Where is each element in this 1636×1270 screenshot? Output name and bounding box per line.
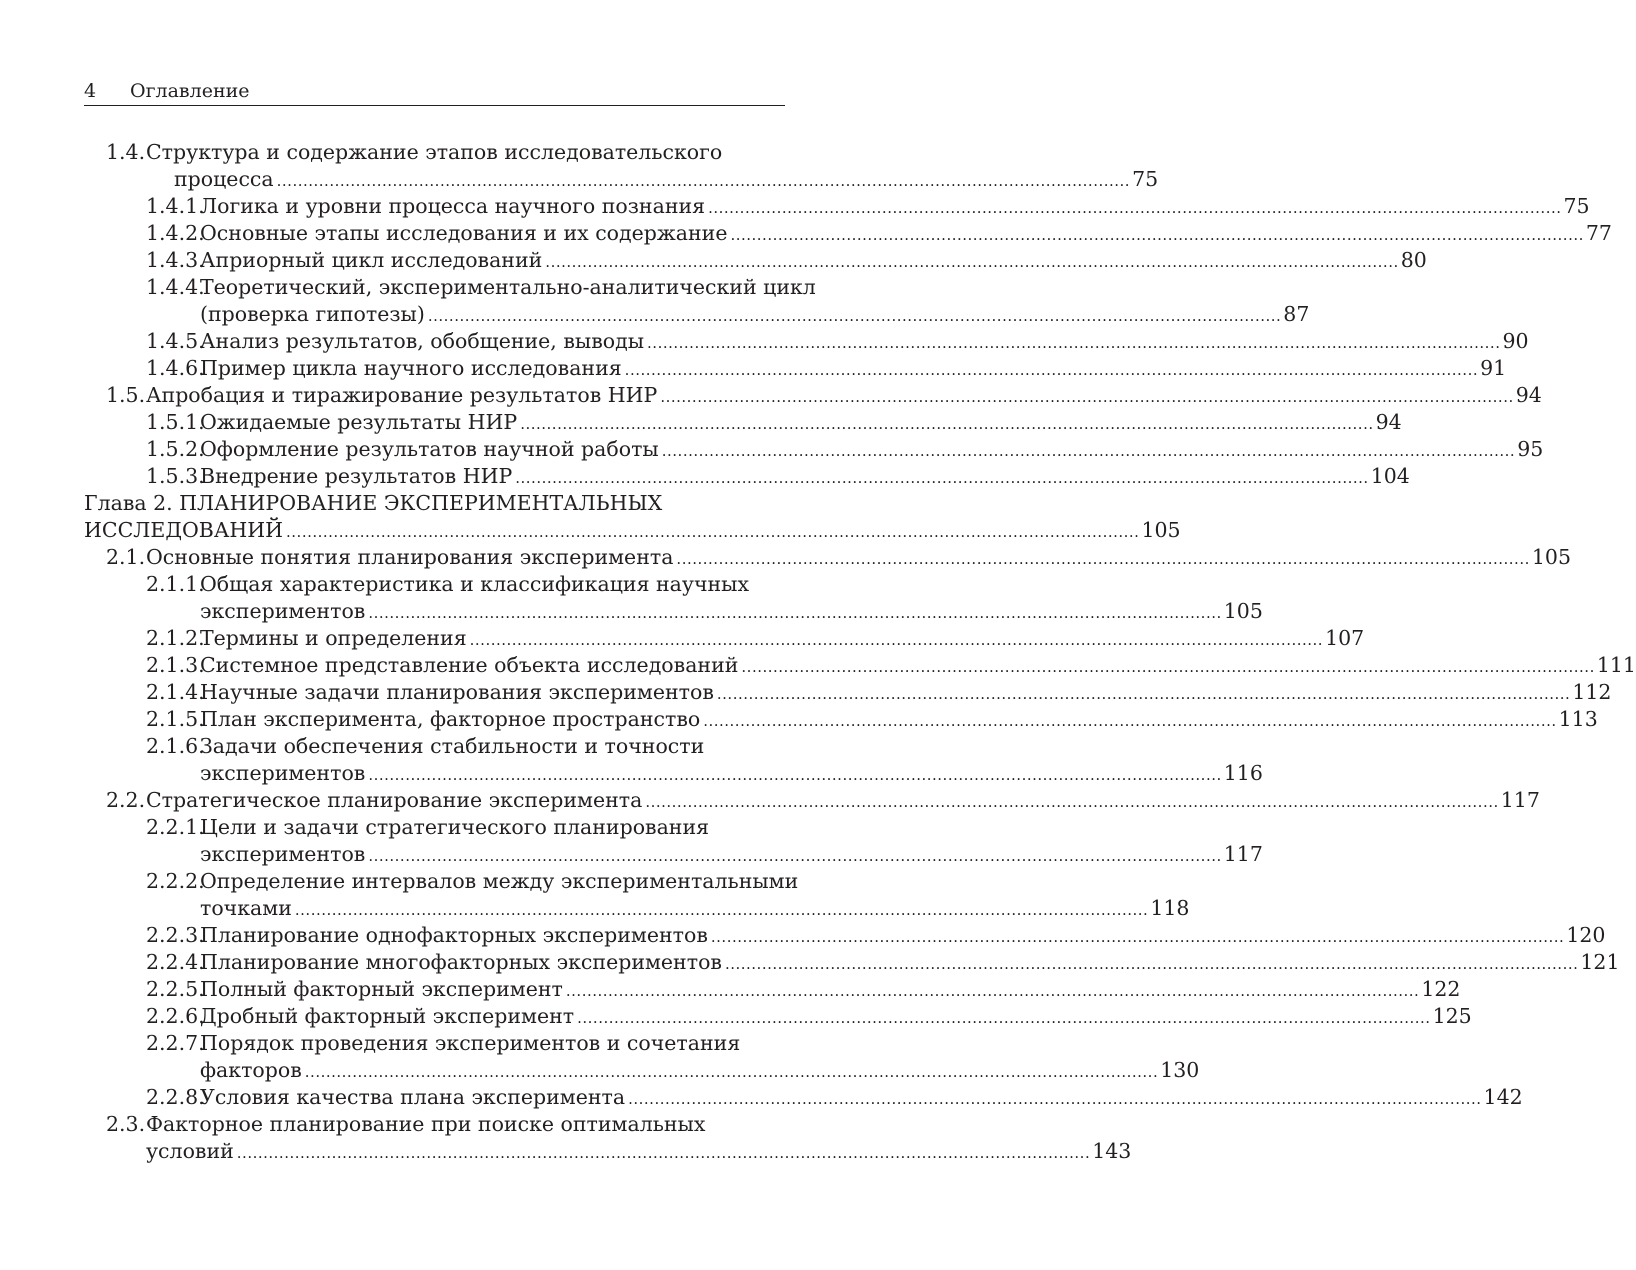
- toc-entry-page: 112: [1572, 680, 1612, 704]
- toc-entry-title: Теоретический, экспериментально-аналитический цикл: [200, 275, 816, 299]
- toc-entry-title: Научные задачи планирования экспериментов: [200, 680, 714, 704]
- toc-entry-number: 2.2.2.: [146, 869, 205, 893]
- toc-entry[interactable]: [0, 544, 1571, 571]
- toc-entry-number: 1.4.4.: [146, 275, 205, 299]
- toc-entry-number: 2.1.3.: [146, 653, 205, 677]
- toc-entry-page: 105: [1531, 545, 1571, 569]
- toc-entry-number: 2.2.7.: [146, 1031, 205, 1055]
- toc-entry-page: 113: [1558, 707, 1598, 731]
- toc-entry[interactable]: [0, 355, 1507, 382]
- toc-entry[interactable]: [0, 247, 1427, 274]
- toc-entry[interactable]: [0, 922, 1606, 949]
- dot-leader: ..................................................................................................................................................................: [730, 226, 1584, 244]
- toc-entry[interactable]: [0, 679, 1612, 706]
- dot-leader: ..................................................................................................................................................................: [741, 658, 1595, 676]
- toc-entry-page: 117: [1223, 842, 1263, 866]
- dot-leader: ..................................................................................................................................................................: [703, 712, 1557, 730]
- toc-entry[interactable]: [0, 220, 1612, 247]
- toc-chapter-title: ИССЛЕДОВАНИЙ: [84, 518, 284, 542]
- toc-entry-number: 1.4.5.: [146, 329, 205, 353]
- toc-entry-title: Структура и содержание этапов исследовательского: [146, 140, 723, 164]
- header-rule: [84, 105, 785, 106]
- toc-entry[interactable]: [0, 787, 1540, 814]
- toc-entry-number: 1.4.6.: [146, 356, 205, 380]
- dot-leader: ..................................................................................................................................................................: [628, 1090, 1482, 1108]
- toc-entry-title: Логика и уровни процесса научного познания: [200, 194, 706, 218]
- toc-entry-title: Ожидаемые результаты НИР: [200, 410, 518, 434]
- dot-leader: ..................................................................................................................................................................: [708, 199, 1562, 217]
- toc-entry[interactable]: [0, 1111, 1132, 1165]
- dot-leader: ..................................................................................................................................................................: [236, 1144, 1091, 1162]
- toc-entry-page: 105: [1141, 518, 1181, 542]
- dot-leader: ..................................................................................................................................................................: [565, 982, 1420, 1000]
- dot-leader: ..................................................................................................................................................................: [660, 388, 1514, 406]
- toc-entry-title: Основные этапы исследования и их содержание: [200, 221, 728, 245]
- running-head: [84, 78, 785, 104]
- toc-entry-title: Системное представление объекта исследований: [200, 653, 739, 677]
- dot-leader: ..................................................................................................................................................................: [276, 172, 1131, 190]
- toc-entry-number: 2.1.6.: [146, 734, 205, 758]
- toc-entry-page: 80: [1400, 248, 1427, 272]
- toc-entry-page: 94: [1515, 383, 1542, 407]
- toc-entry-page: 94: [1375, 410, 1402, 434]
- toc-entry[interactable]: [0, 652, 1636, 679]
- toc-entry-page: 75: [1563, 194, 1590, 218]
- toc-entry[interactable]: [0, 328, 1529, 355]
- toc-entry-number: 2.2.8.: [146, 1085, 205, 1109]
- running-title: Оглавление: [130, 80, 250, 102]
- toc-entry-title: Априорный цикл исследований: [200, 248, 543, 272]
- toc-entry-page: 143: [1092, 1139, 1132, 1163]
- toc-entry-page: 111: [1596, 653, 1636, 677]
- toc-entry[interactable]: [0, 139, 1159, 193]
- toc-entry-number: 2.1.5.: [146, 707, 205, 731]
- toc-entry-number: 2.2.3.: [146, 923, 205, 947]
- dot-leader: ..................................................................................................................................................................: [676, 550, 1530, 568]
- toc-entry-title: условий: [146, 1139, 234, 1163]
- toc-entry[interactable]: [0, 409, 1402, 436]
- toc-entry-page: 130: [1160, 1058, 1200, 1082]
- toc-entry-title: Пример цикла научного исследования: [200, 356, 622, 380]
- toc-entry-title: Полный факторный эксперимент: [200, 977, 563, 1001]
- toc-entry-number: 1.5.3.: [146, 464, 205, 488]
- toc-entry-number: 2.2.: [106, 788, 146, 812]
- toc-entry-title: точками: [200, 896, 292, 920]
- toc-entry-title: Цели и задачи стратегического планирования: [200, 815, 710, 839]
- toc-entry-number: 1.5.2.: [146, 437, 205, 461]
- toc-entry-title: Задачи обеспечения стабильности и точности: [200, 734, 705, 758]
- toc-entry[interactable]: [0, 1003, 1472, 1030]
- toc-entry-title: План эксперимента, факторное пространство: [200, 707, 701, 731]
- toc-entry-title: Внедрение результатов НИР: [200, 464, 513, 488]
- toc-entry-page: 87: [1283, 302, 1310, 326]
- toc-entry-title: Общая характеристика и классификация научных: [200, 572, 750, 596]
- toc-entry[interactable]: [0, 625, 1365, 652]
- toc-entry-number: 2.2.4.: [146, 950, 205, 974]
- toc-entry-title: Основные понятия планирования эксперимента: [146, 545, 674, 569]
- toc-entry[interactable]: [0, 1084, 1523, 1111]
- dot-leader: ..................................................................................................................................................................: [427, 307, 1282, 325]
- toc-entry-page: 121: [1580, 950, 1620, 974]
- dot-leader: ..................................................................................................................................................................: [710, 928, 1565, 946]
- dot-leader: ..................................................................................................................................................................: [647, 334, 1501, 352]
- toc-entry-title: экспериментов: [200, 842, 366, 866]
- toc-entry-title: Оформление результатов научной работы: [200, 437, 659, 461]
- toc-entry[interactable]: [0, 949, 1620, 976]
- toc-entry-title: экспериментов: [200, 761, 366, 785]
- dot-leader: ..................................................................................................................................................................: [545, 253, 1399, 271]
- toc-entry-number: 1.5.1.: [146, 410, 205, 434]
- dot-leader: ..................................................................................................................................................................: [368, 847, 1222, 865]
- dot-leader: ..................................................................................................................................................................: [520, 415, 1374, 433]
- toc-entry-page: 116: [1223, 761, 1263, 785]
- toc-entry-title: Апробация и тиражирование результатов НИР: [146, 383, 658, 407]
- toc-entry-number: 1.4.1.: [146, 194, 205, 218]
- toc-entry-page: 95: [1517, 437, 1544, 461]
- dot-leader: ..................................................................................................................................................................: [368, 604, 1222, 622]
- toc-entry-number: 2.2.6.: [146, 1004, 205, 1028]
- toc-entry[interactable]: [0, 382, 1542, 409]
- dot-leader: ..................................................................................................................................................................: [294, 901, 1149, 919]
- toc-entry-page: 122: [1421, 977, 1461, 1001]
- page-number: 4: [84, 80, 97, 102]
- toc-entry[interactable]: [0, 571, 1263, 625]
- toc-chapter-entry[interactable]: [0, 490, 1181, 544]
- toc-entry[interactable]: [0, 868, 1190, 922]
- toc-entry[interactable]: [0, 733, 1263, 787]
- dot-leader: ..................................................................................................................................................................: [515, 469, 1369, 487]
- toc-entry-number: 1.4.3.: [146, 248, 205, 272]
- toc-entry-title: Факторное планирование при поиске оптимальных: [146, 1112, 706, 1136]
- toc-entry-number: 2.1.2.: [146, 626, 205, 650]
- toc-entry-number: 2.1.4.: [146, 680, 205, 704]
- dot-leader: ..................................................................................................................................................................: [286, 523, 1140, 541]
- toc-entry-title: Анализ результатов, обобщение, выводы: [200, 329, 645, 353]
- toc-entry-title: факторов: [200, 1058, 302, 1082]
- toc-entry-number: 2.1.: [106, 545, 146, 569]
- toc-entry-number: 2.2.5.: [146, 977, 205, 1001]
- dot-leader: ..................................................................................................................................................................: [304, 1063, 1159, 1081]
- toc-entry-title: (проверка гипотезы): [200, 302, 425, 326]
- toc-entry-page: 91: [1480, 356, 1507, 380]
- toc-entry-number: 2.1.1.: [146, 572, 205, 596]
- toc-entry-number: 2.2.1.: [146, 815, 205, 839]
- toc-entry-title: Планирование многофакторных экспериментов: [200, 950, 722, 974]
- toc-entry-page: 104: [1370, 464, 1410, 488]
- dot-leader: ..................................................................................................................................................................: [716, 685, 1571, 703]
- toc-entry-page: 125: [1432, 1004, 1472, 1028]
- toc-entry[interactable]: [0, 193, 1590, 220]
- toc-chapter-title: Глава 2. ПЛАНИРОВАНИЕ ЭКСПЕРИМЕНТАЛЬНЫХ: [84, 491, 663, 515]
- toc-entry-number: 1.4.: [106, 140, 146, 164]
- toc-entry-title: Планирование однофакторных экспериментов: [200, 923, 708, 947]
- toc-entry-number: 1.5.: [106, 383, 146, 407]
- toc-entry-number: 1.4.2.: [146, 221, 205, 245]
- toc-entry[interactable]: [0, 436, 1544, 463]
- toc-entry-page: 105: [1223, 599, 1263, 623]
- dot-leader: ..................................................................................................................................................................: [469, 631, 1324, 649]
- table-of-contents: [0, 139, 1636, 1165]
- toc-entry-number: 2.3.: [106, 1112, 146, 1136]
- toc-entry[interactable]: [0, 274, 1310, 328]
- dot-leader: ..................................................................................................................................................................: [577, 1009, 1431, 1027]
- toc-entry-title: процесса: [174, 167, 274, 191]
- toc-entry-title: Термины и определения: [200, 626, 467, 650]
- toc-entry-page: 107: [1325, 626, 1365, 650]
- toc-entry-title: Порядок проведения экспериментов и сочетания: [200, 1031, 741, 1055]
- toc-entry-title: Условия качества плана эксперимента: [200, 1085, 626, 1109]
- toc-entry-title: Стратегическое планирование эксперимента: [146, 788, 643, 812]
- toc-entry-page: 90: [1502, 329, 1529, 353]
- toc-entry-page: 75: [1132, 167, 1159, 191]
- toc-entry[interactable]: [0, 463, 1410, 490]
- dot-leader: ..................................................................................................................................................................: [368, 766, 1222, 784]
- toc-entry[interactable]: [0, 706, 1598, 733]
- toc-entry-title: экспериментов: [200, 599, 366, 623]
- toc-entry-title: Дробный факторный эксперимент: [200, 1004, 575, 1028]
- toc-entry[interactable]: [0, 1030, 1200, 1084]
- toc-entry-page: 120: [1566, 923, 1606, 947]
- dot-leader: ..................................................................................................................................................................: [645, 793, 1499, 811]
- toc-entry[interactable]: [0, 814, 1263, 868]
- toc-entry-page: 142: [1483, 1085, 1523, 1109]
- toc-entry[interactable]: [0, 976, 1461, 1003]
- toc-entry-page: 77: [1585, 221, 1612, 245]
- toc-entry-title: Определение интервалов между экспериментальными: [200, 869, 799, 893]
- dot-leader: ..................................................................................................................................................................: [624, 361, 1479, 379]
- toc-entry-page: 118: [1150, 896, 1190, 920]
- dot-leader: ..................................................................................................................................................................: [724, 955, 1579, 973]
- dot-leader: ..................................................................................................................................................................: [661, 442, 1516, 460]
- toc-entry-page: 117: [1500, 788, 1540, 812]
